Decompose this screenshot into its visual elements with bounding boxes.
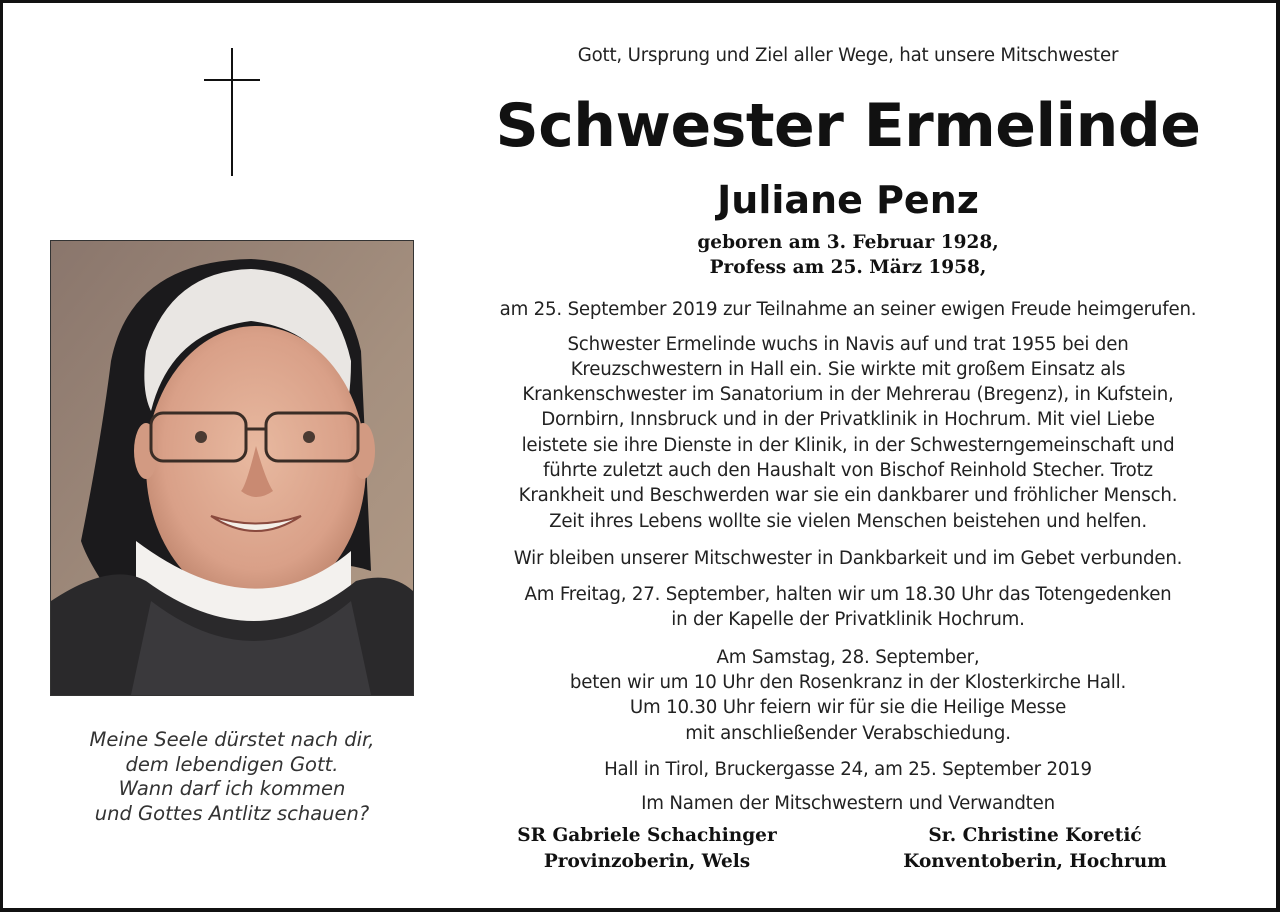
place-date-line: Hall in Tirol, Bruckergasse 24, am 25. September 2019 [604,759,1092,780]
prayer-line: Wir bleiben unserer Mitschwester in Dankbarkeit und im Gebet verbunden. [513,548,1183,569]
signatory-name: SR Gabriele Schachinger [517,825,777,846]
biography-line: Kreuzschwestern in Hall ein. Sie wirkte mit großem Einsatz als [570,359,1126,380]
biography-line: Dornbirn, Innsbruck und in der Privatklinik in Hochrum. Mit viel Liebe [541,409,1155,430]
scripture-verse [50,728,414,826]
signatory-1 [497,823,797,875]
service-line: Am Samstag, 28. September, [716,647,980,668]
service-line: beten wir um 10 Uhr den Rosenkranz in der Klosterkirche Hall. [569,672,1127,693]
deceased-name: Schwester Ermelinde [495,91,1201,161]
service-line: Um 10.30 Uhr feiern wir für sie die Heilige Messe [629,697,1067,718]
service-line: mit anschließender Verabschiedung. [685,723,1011,744]
portrait-photo [50,240,414,696]
on-behalf-line: Im Namen der Mitschwestern und Verwandten [641,793,1055,814]
memorial-line: in der Kapelle der Privatklinik Hochrum. [671,609,1025,630]
biography-line: leistete sie ihre Dienste in der Klinik, in der Schwesterngemeinschaft und [521,435,1175,456]
biography-line: führte zuletzt auch den Haushalt von Bischof Reinhold Stecher. Trotz [543,460,1153,481]
verse-line: Wann darf ich kommen [118,777,346,800]
intro-line: Gott, Ursprung und Ziel aller Wege, hat unsere Mitschwester [577,45,1119,66]
verse-line: dem lebendigen Gott. [125,752,339,776]
signatory-name: Sr. Christine Koretić [928,825,1142,846]
biography-line: Zeit ihres Lebens wollte sie vielen Menschen beistehen und helfen. [549,511,1147,532]
signatory-2 [885,823,1185,875]
called-home-line: am 25. September 2019 zur Teilnahme an seiner ewigen Freude heimgerufen. [499,299,1197,320]
signatory-role: Konventoberin, Hochrum [903,851,1167,872]
signatory-role: Provinzoberin, Wels [543,851,751,872]
birth-date: geboren am 3. Februar 1928, [697,232,999,253]
verse-line: Meine Seele dürstet nach dir, [89,728,375,751]
biography-line: Schwester Ermelinde wuchs in Navis auf und trat 1955 bei den [567,334,1129,355]
biography-line: Krankenschwester im Sanatorium in der Mehrerau (Bregenz), in Kufstein, [522,384,1174,405]
civil-name: Juliane Penz [717,178,979,222]
biography-line: Krankheit und Beschwerden war sie ein dankbarer und fröhlicher Mensch. [518,485,1178,506]
profession-date: Profess am 25. März 1958, [709,257,987,278]
cross-icon [204,48,260,176]
memorial-line: Am Freitag, 27. September, halten wir um 18.30 Uhr das Totengedenken [524,584,1172,605]
verse-line: und Gottes Antlitz schauen? [94,801,370,825]
